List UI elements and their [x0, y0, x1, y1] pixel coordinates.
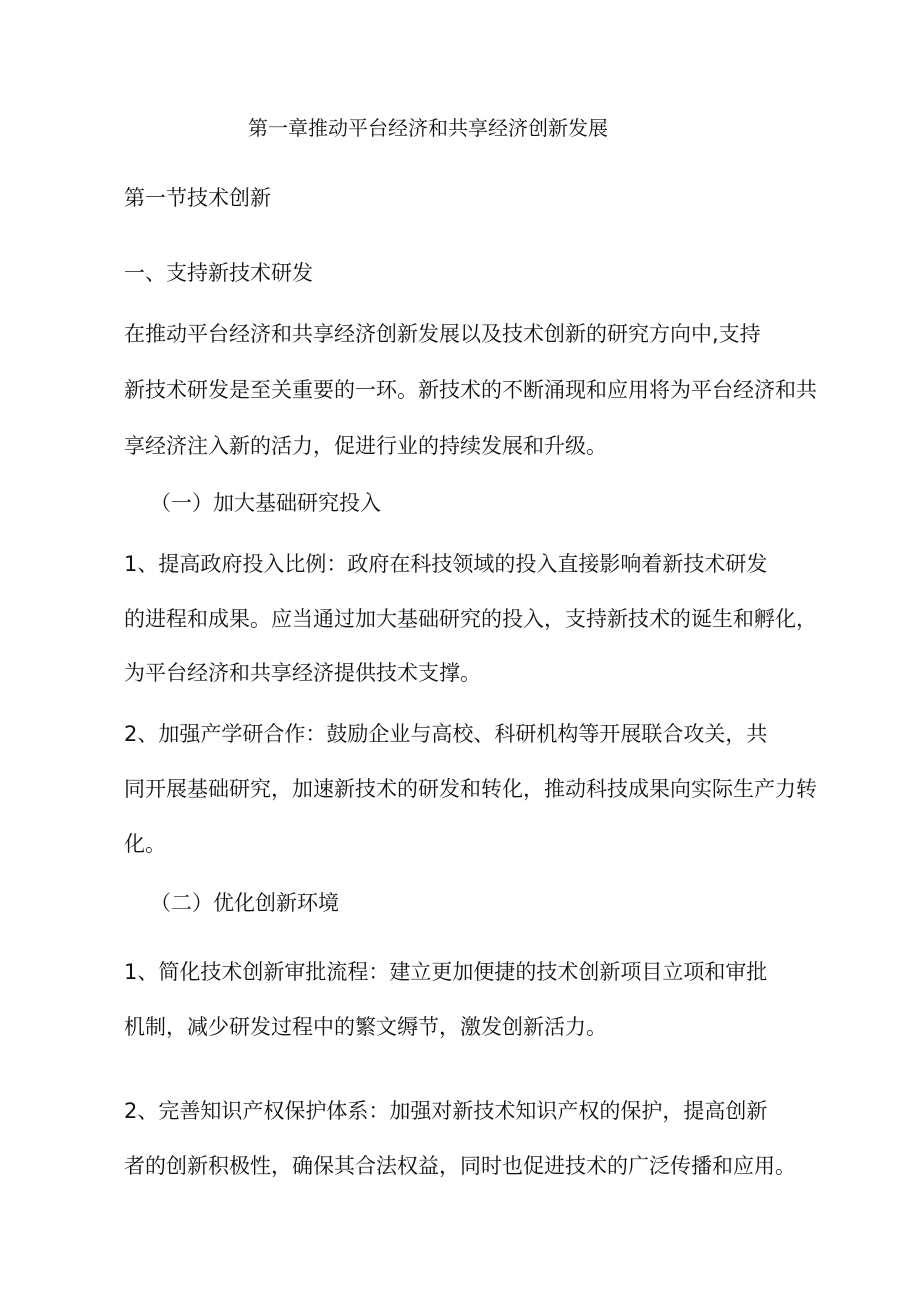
paragraph-line: 在推动平台经济和共享经济创新发展以及技术创新的研究方向中,支持 [124, 322, 761, 346]
paragraph-line: 1、简化技术创新审批流程：建立更加便捷的技术创新项目立项和审批 [124, 960, 768, 984]
paragraph-line: 同开展基础研究，加速新技术的研发和转化，推动科技成果向实际生产力转 [124, 777, 817, 801]
paragraph-line: 者的创新积极性，确保其合法权益，同时也促进技术的广泛传播和应用。 [124, 1154, 796, 1178]
section-heading: 第一节技术创新 [124, 186, 271, 210]
subsection-heading: 一、支持新技术研发 [124, 261, 313, 285]
paragraph-line: 2、完善知识产权保护体系：加强对新技术知识产权的保护，提高创新 [124, 1099, 768, 1123]
paragraph-line: 机制，减少研发过程中的繁文缛节，激发创新活力。 [124, 1015, 607, 1039]
paragraph-line: 1、提高政府投入比例：政府在科技领域的投入直接影响着新技术研发 [124, 552, 768, 576]
paragraph-line: 化。 [124, 832, 166, 856]
part2-heading: （二）优化创新环境 [150, 891, 339, 915]
paragraph-line: 2、加强产学研合作：鼓励企业与高校、科研机构等开展联合攻关，共 [124, 722, 768, 746]
part1-heading: （一）加大基础研究投入 [150, 491, 381, 515]
paragraph-line: 新技术研发是至关重要的一环。新技术的不断涌现和应用将为平台经济和共 [124, 378, 817, 402]
paragraph-line: 为平台经济和共享经济提供技术支撑。 [124, 661, 481, 685]
paragraph-line: 享经济注入新的活力，促进行业的持续发展和升级。 [124, 434, 607, 458]
chapter-title: 第一章推动平台经济和共享经济创新发展 [248, 116, 608, 140]
paragraph-line: 的进程和成果。应当通过加大基础研究的投入，支持新技术的诞生和孵化， [124, 607, 817, 631]
